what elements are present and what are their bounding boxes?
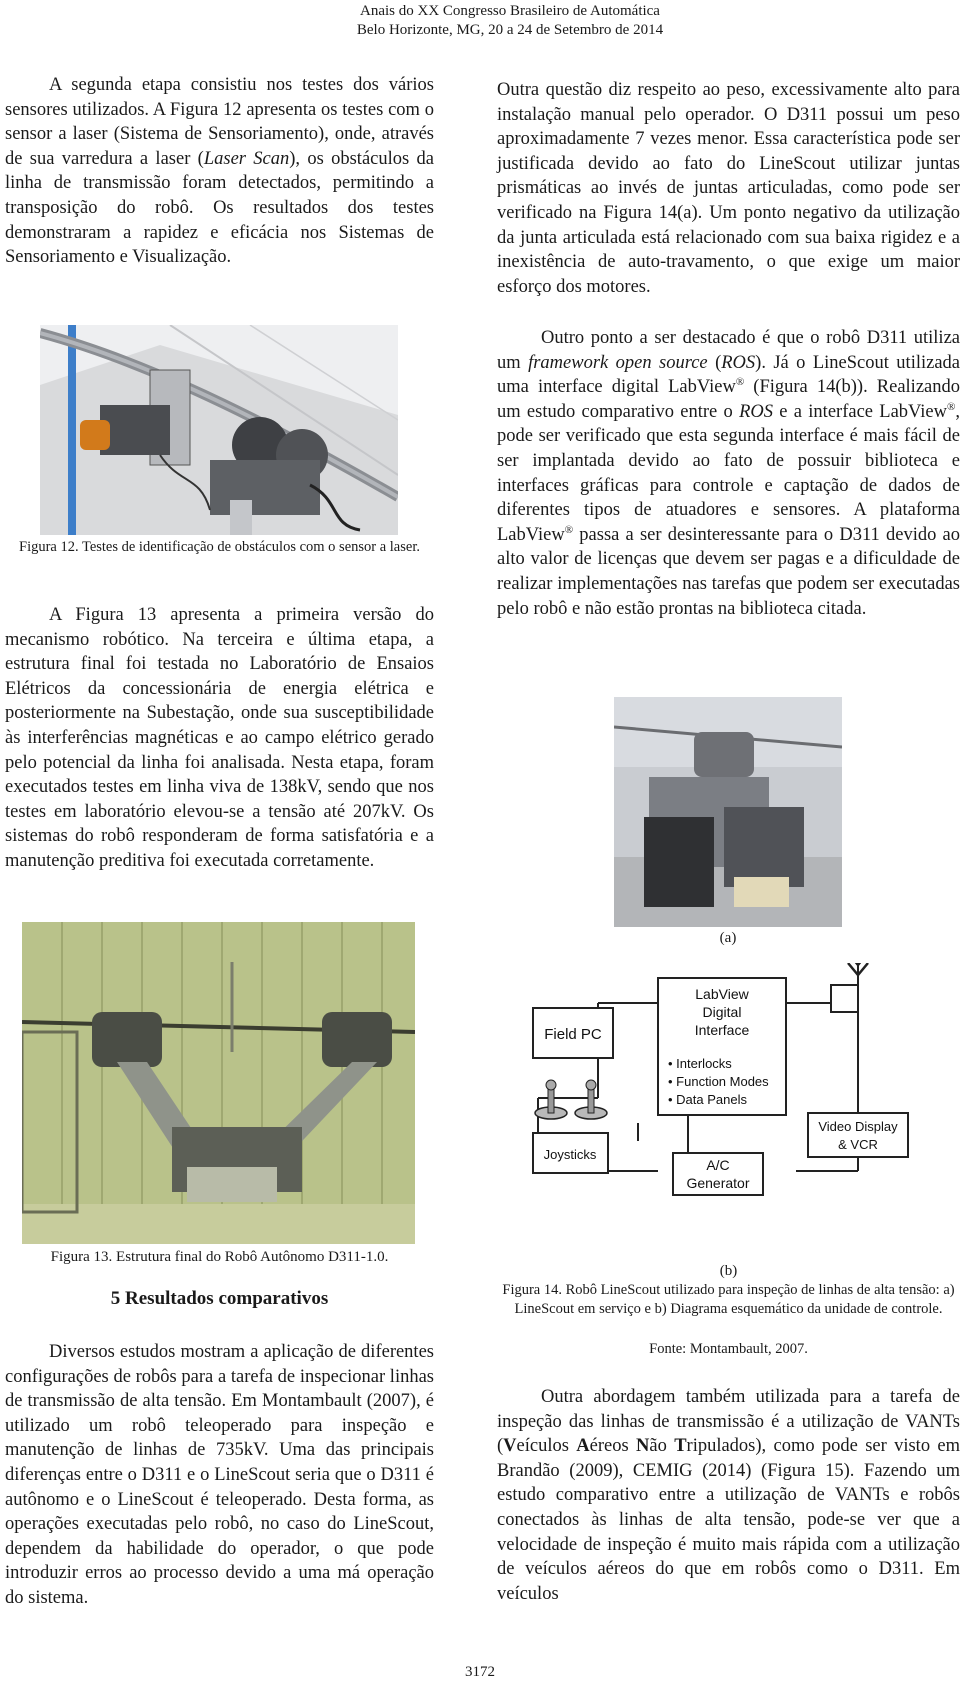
left-paragraph-1 xyxy=(5,73,434,270)
diagram-item-data-panels: • Data Panels xyxy=(668,1092,747,1107)
left-p1-text-a: A segunda etapa consistiu nos testes dos vários sensores utilizados. A Figura 12 apresenta os testes com o sensor a laser (Sistema de Sensoriamento), onde, através de sua varredura a laser ( xyxy=(5,75,434,169)
right-p2-ros2: ROS xyxy=(739,401,773,422)
left-p1-laser-scan: Laser Scan xyxy=(203,148,290,169)
diagram-video-line2: & VCR xyxy=(838,1137,878,1152)
right-p2-framework: framework open source xyxy=(528,352,708,373)
right-p2-e: e a interface LabView xyxy=(773,401,947,422)
figure-13-photo xyxy=(22,922,415,1244)
right-p3-a2: A xyxy=(576,1436,590,1457)
figure-14b-label: (b) xyxy=(719,1263,738,1279)
right-p2-g: passa a ser desinteressante para o D311 devido ao alto valor de licenças que devem ser pagas e a dificuldade de realizar implementações nas tarefas que podem ser executadas pelo robô e não estão prontas na biblioteca citada. xyxy=(497,524,960,619)
diagram-field-pc: Field PC xyxy=(544,1026,602,1043)
page-header xyxy=(0,2,960,40)
figure-14a-photo xyxy=(614,697,842,927)
right-paragraph-1: Outra questão diz respeito ao peso, excessivamente alto para instalação manual pelo operador. O D311 possui um peso aproximadamente 7 vezes menor. Essa característica pode ser justificada devido ao fato do LineScout utilizar juntas prismáticas ao invés de juntas articuladas, como pode ser verificado na Figura 14(a). Um ponto negativo da utilização da junta articulada está relacionado com sua baixa rigidez e a inexistência de auto-travamento, o que exige um maior esforço dos motores. xyxy=(497,80,960,297)
right-p3-v: V xyxy=(503,1436,517,1457)
diagram-labview-line2: Digital xyxy=(702,1004,742,1020)
right-p2-d: (Figura 14(b)). Realizando um estudo comparativo entre o xyxy=(497,377,960,422)
diagram-ac-line1: A/C xyxy=(706,1157,730,1173)
reg-mark: ® xyxy=(947,400,956,413)
diagram-labview-line3: Interface xyxy=(694,1022,750,1038)
diagram-ac-line2: Generator xyxy=(686,1175,750,1191)
page-number: 3172 xyxy=(465,1664,495,1680)
right-p3-a: Outra abordagem também utilizada para a tarefa de inspeção das linhas de transmissão é a utilização de VANTs ( xyxy=(497,1387,960,1457)
left-paragraph-2: A Figura 13 apresenta a primeira versão do mecanismo robótico. Na terceira e última etapa, a estrutura final foi testada no Laboratório de Ensaios Elétricos da concessionária de energia elétrica e posteriormente na Subestação, onde sua susceptibilidade às interferências magnéticas e ao campo elétrico gerado pelo potencial da linha foi analisada. Nesta etapa, foram executados testes em linha viva de 138kV, sendo que nos testes em laboratório elevou-se a tensão até 207kV. Os sistemas do robô responderam de forma satisfatória e a manutenção preditiva foi executada corretamente. xyxy=(5,605,434,871)
reg-mark: ® xyxy=(735,376,745,389)
right-p2-f: , pode ser verificado que esta segunda interface é mais fácil de ser implantada devido ao fato de possuir biblioteca e interfaces gráficas para controle e captação de dados de diferentes tipos de atuadores e sensores. A plataforma LabView xyxy=(497,401,960,545)
figure-14a-label: (a) xyxy=(719,930,737,946)
right-p2-a: Outro ponto a ser destacado é que o robô D311 utiliza um xyxy=(497,328,960,373)
right-p3-v2: eículos xyxy=(516,1436,577,1457)
left-p1-text-b: ), os obstáculos da linha de transmissão foram detectados, permitindo a transposição do robô. Os resultados dos testes demonstraram a rapidez e eficácia nos Sistemas de Sensoriamento e Visualização. xyxy=(5,148,434,268)
diagram-labview-line1: LabView xyxy=(695,986,749,1002)
figure-14b-diagram xyxy=(528,963,940,1233)
diagram-item-interlocks: • Interlocks xyxy=(668,1056,732,1071)
right-p2-b: ( xyxy=(707,352,722,373)
figure-12-caption: Figura 12. Testes de identificação de obstáculos com o sensor a laser. xyxy=(19,539,420,555)
right-p2-ros: ROS xyxy=(721,352,756,373)
diagram-video-line1: Video Display xyxy=(818,1119,898,1134)
figure-12-photo xyxy=(40,325,398,535)
right-p2-c: ). Já o LineScout utilizada uma interface digital LabView xyxy=(497,352,960,398)
figure-13-caption: Figura 13. Estrutura final do Robô Autônomo D311-1.0. xyxy=(50,1249,389,1265)
header-conference: Anais do XX Congresso Brasileiro de Automática xyxy=(360,3,660,19)
figure-14-caption: Figura 14. Robô LineScout utilizado para inspeção de linhas de alta tensão: a) LineScout em serviço e b) Diagrama esquemático da unidade de controle. xyxy=(502,1282,955,1317)
right-p3-t: T xyxy=(674,1436,687,1457)
reg-mark: ® xyxy=(564,523,574,536)
right-p3-t2: ripulados), como pode ser visto em Brandão (2009), CEMIG (2014) (Figura 15). Fazendo um estudo comparativo entre a utilização de VANTs e robôs conectados às linhas de alta tensão, pode-se ver que a velocidade de inspeção é muito mais rápida com a utilização de veículos aéreos do que em robôs como o D311. Em veículos xyxy=(497,1436,960,1604)
diagram-item-function-modes: • Function Modes xyxy=(668,1074,769,1089)
right-paragraph-2 xyxy=(497,326,960,621)
diagram-joysticks: Joysticks xyxy=(543,1147,597,1162)
figure-14-source: Fonte: Montambault, 2007. xyxy=(649,1341,808,1357)
left-paragraph-3: Diversos estudos mostram a aplicação de diferentes configurações de robôs para a tarefa de inspecionar linhas de transmissão de alta tensão. Em Montambault (2007), é utilizado um robô teleoperado para inspeção e manutenção de linhas de 735kV. Uma das principais diferenças entre o D311 e o LineScout seria que o D311 é autônomo e o LineScout é teleoperado. Desta forma, as operações executadas pelo robô, no caso do LineScout, dependem da habilidade do operador, o que pode introduzir erros ao processo devido a uma má operação do sistema. xyxy=(5,1342,434,1608)
right-p3-n: N xyxy=(636,1436,650,1457)
section-heading: 5 Resultados comparativos xyxy=(110,1288,329,1309)
right-p3-a3: éreos xyxy=(589,1436,637,1457)
header-location: Belo Horizonte, MG, 20 a 24 de Setembro de 2014 xyxy=(356,22,664,38)
right-paragraph-3 xyxy=(497,1385,960,1606)
right-p3-n2: ão xyxy=(649,1436,675,1457)
